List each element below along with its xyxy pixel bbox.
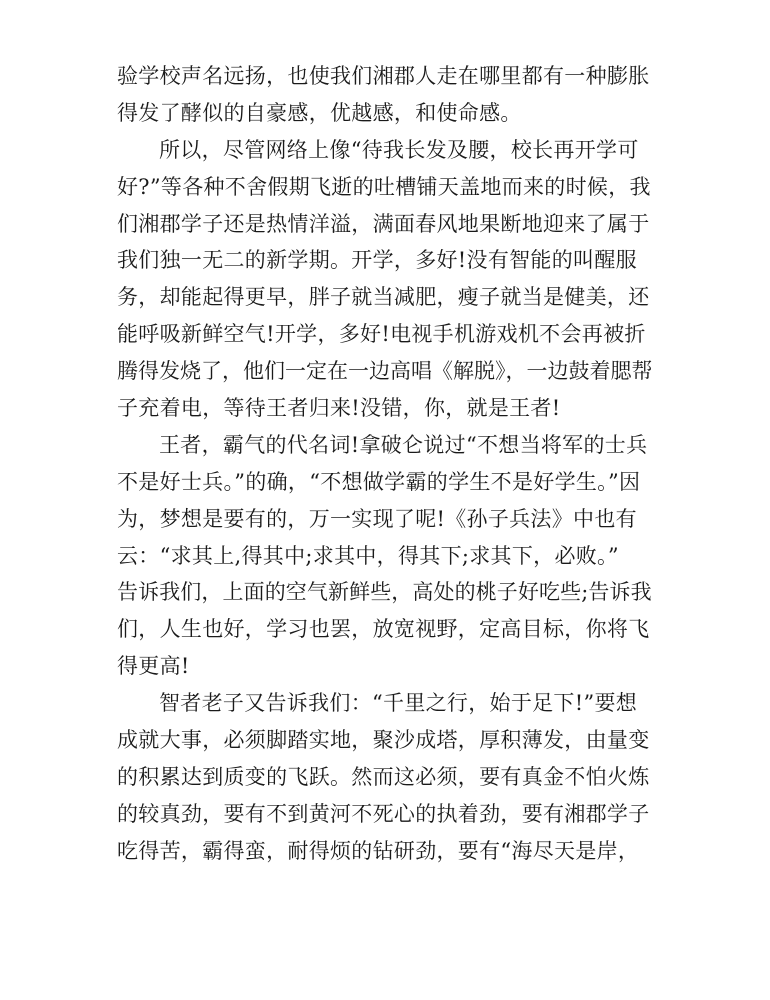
paragraph-start-line: 所以，尽管网络上像“待我长发及腰，校长再开学可 [159, 137, 639, 162]
text-line: 们湘郡学子还是热情洋溢，满面春风地果断地迎来了属于 [117, 211, 650, 236]
text-line: 腾得发烧了，他们一定在一边高唱《解脱》，一边鼓着腮帮 [117, 359, 653, 384]
text-line: 验学校声名远扬，也使我们湘郡人走在哪里都有一种膨胀 [117, 64, 650, 88]
text-line: 的较真劲，要有不到黄河不死心的执着劲，要有湘郡学子 [117, 801, 650, 826]
text-line: 子充着电，等待王者归来!没错，你，就是王者! [117, 396, 561, 421]
document-body-text [117, 58, 653, 870]
text-line: 我们独一无二的新学期。开学，多好!没有智能的叫醒服 [117, 248, 637, 273]
text-line: 云：“求其上,得其中;求其中，得其下;求其下，必败。” [117, 543, 619, 568]
text-line: 告诉我们，上面的空气新鲜些，高处的桃子好吃些;告诉我 [117, 580, 652, 605]
text-line: 们，人生也好，学习也罢，放宽视野，定高目标，你将飞 [117, 617, 650, 642]
text-line: 务，却能起得更早，胖子就当减肥，瘦子就当是健美，还 [117, 285, 650, 310]
text-line: 能呼吸新鲜空气!开学，多好!电视手机游戏机不会再被折 [117, 322, 646, 347]
text-line: 得发了酵似的自豪感，优越感，和使命感。 [117, 100, 522, 125]
text-line: 为，梦想是要有的，万一实现了呢!《孙子兵法》中也有 [117, 506, 637, 531]
text-line: 好?”等各种不舍假期飞逝的吐槽铺天盖地而来的时候，我 [117, 174, 651, 199]
text-line: 吃得苦，霸得蛮，耐得烦的钻研劲，要有“海尽天是岸， [117, 838, 640, 863]
text-line: 不是好士兵。”的确，“不想做学霸的学生不是好学生。”因 [117, 469, 641, 494]
text-line: 的积累达到质变的飞跃。然而这必须，要有真金不怕火炼 [117, 764, 650, 789]
paragraph-start-line: 智者老子又告诉我们：“千里之行，始于足下!”要想 [159, 691, 638, 716]
paragraph-start-line: 王者，霸气的代名词!拿破仑说过“不想当将军的士兵 [159, 432, 648, 457]
text-line: 成就大事，必须脚踏实地，聚沙成塔，厚积薄发，由量变 [117, 728, 650, 753]
text-line: 得更高! [117, 654, 190, 679]
